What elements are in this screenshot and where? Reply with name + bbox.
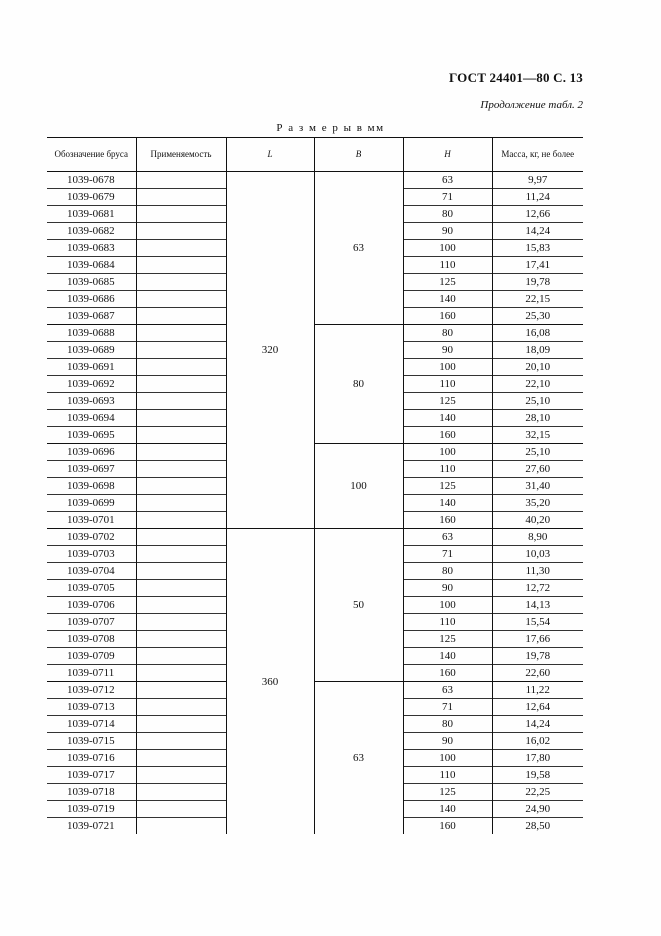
cell-b: 63	[314, 172, 403, 325]
cell-mass: 11,30	[492, 563, 583, 580]
cell-applicability	[136, 308, 226, 325]
cell-code: 1039-0701	[47, 512, 136, 529]
cell-mass: 17,41	[492, 257, 583, 274]
cell-applicability	[136, 597, 226, 614]
cell-applicability	[136, 529, 226, 546]
cell-h: 110	[403, 376, 492, 393]
cell-h: 140	[403, 801, 492, 818]
cell-h: 80	[403, 716, 492, 733]
cell-code: 1039-0681	[47, 206, 136, 223]
cell-applicability	[136, 733, 226, 750]
cell-code: 1039-0693	[47, 393, 136, 410]
cell-h: 63	[403, 529, 492, 546]
cell-mass: 28,50	[492, 818, 583, 835]
cell-applicability	[136, 376, 226, 393]
cell-code: 1039-0689	[47, 342, 136, 359]
cell-h: 125	[403, 784, 492, 801]
cell-code: 1039-0712	[47, 682, 136, 699]
cell-code: 1039-0698	[47, 478, 136, 495]
cell-mass: 15,54	[492, 614, 583, 631]
cell-h: 160	[403, 818, 492, 835]
column-header-applicability: Применяемость	[136, 138, 226, 172]
cell-code: 1039-0685	[47, 274, 136, 291]
cell-applicability	[136, 818, 226, 835]
cell-h: 63	[403, 682, 492, 699]
cell-code: 1039-0714	[47, 716, 136, 733]
cell-h: 100	[403, 359, 492, 376]
cell-applicability	[136, 257, 226, 274]
cell-applicability	[136, 240, 226, 257]
cell-b: 50	[314, 529, 403, 682]
cell-h: 100	[403, 597, 492, 614]
cell-applicability	[136, 563, 226, 580]
dimensions-table	[47, 137, 583, 834]
table-row	[47, 529, 583, 546]
cell-applicability	[136, 750, 226, 767]
cell-code: 1039-0709	[47, 648, 136, 665]
cell-mass: 9,97	[492, 172, 583, 189]
cell-h: 125	[403, 393, 492, 410]
cell-mass: 25,30	[492, 308, 583, 325]
table-header-row	[47, 138, 583, 172]
cell-code: 1039-0696	[47, 444, 136, 461]
cell-applicability	[136, 189, 226, 206]
cell-applicability	[136, 478, 226, 495]
cell-mass: 17,66	[492, 631, 583, 648]
cell-mass: 19,78	[492, 274, 583, 291]
cell-mass: 20,10	[492, 359, 583, 376]
cell-code: 1039-0695	[47, 427, 136, 444]
cell-code: 1039-0708	[47, 631, 136, 648]
cell-code: 1039-0686	[47, 291, 136, 308]
cell-mass: 8,90	[492, 529, 583, 546]
cell-applicability	[136, 291, 226, 308]
cell-code: 1039-0707	[47, 614, 136, 631]
cell-mass: 22,60	[492, 665, 583, 682]
cell-code: 1039-0684	[47, 257, 136, 274]
table-row	[47, 682, 583, 699]
cell-code: 1039-0688	[47, 325, 136, 342]
cell-h: 125	[403, 631, 492, 648]
cell-h: 110	[403, 461, 492, 478]
cell-applicability	[136, 631, 226, 648]
cell-mass: 18,09	[492, 342, 583, 359]
cell-mass: 22,25	[492, 784, 583, 801]
cell-b: 80	[314, 325, 403, 444]
cell-applicability	[136, 342, 226, 359]
cell-applicability	[136, 512, 226, 529]
cell-mass: 19,78	[492, 648, 583, 665]
cell-code: 1039-0697	[47, 461, 136, 478]
cell-code: 1039-0715	[47, 733, 136, 750]
cell-applicability	[136, 801, 226, 818]
cell-applicability	[136, 172, 226, 189]
column-header-code: Обозначение бруса	[47, 138, 136, 172]
cell-applicability	[136, 444, 226, 461]
cell-h: 71	[403, 699, 492, 716]
cell-applicability	[136, 359, 226, 376]
table-row	[47, 325, 583, 342]
cell-mass: 12,64	[492, 699, 583, 716]
cell-h: 80	[403, 325, 492, 342]
cell-code: 1039-0699	[47, 495, 136, 512]
cell-h: 140	[403, 410, 492, 427]
cell-h: 100	[403, 750, 492, 767]
cell-applicability	[136, 580, 226, 597]
column-header-mass: Масса, кг, не более	[492, 138, 583, 172]
table-continuation-label: Продолжение табл. 2	[480, 99, 583, 111]
cell-mass: 22,10	[492, 376, 583, 393]
cell-mass: 31,40	[492, 478, 583, 495]
cell-mass: 22,15	[492, 291, 583, 308]
cell-h: 140	[403, 648, 492, 665]
cell-l: 320	[226, 172, 314, 529]
cell-l: 360	[226, 529, 314, 835]
cell-applicability	[136, 665, 226, 682]
cell-mass: 14,24	[492, 223, 583, 240]
cell-mass: 16,02	[492, 733, 583, 750]
cell-h: 160	[403, 308, 492, 325]
cell-applicability	[136, 699, 226, 716]
cell-applicability	[136, 461, 226, 478]
cell-h: 71	[403, 189, 492, 206]
cell-code: 1039-0702	[47, 529, 136, 546]
cell-mass: 35,20	[492, 495, 583, 512]
cell-mass: 17,80	[492, 750, 583, 767]
cell-code: 1039-0713	[47, 699, 136, 716]
cell-mass: 24,90	[492, 801, 583, 818]
cell-mass: 25,10	[492, 393, 583, 410]
cell-mass: 27,60	[492, 461, 583, 478]
cell-code: 1039-0717	[47, 767, 136, 784]
cell-h: 63	[403, 172, 492, 189]
cell-mass: 25,10	[492, 444, 583, 461]
cell-code: 1039-0683	[47, 240, 136, 257]
cell-applicability	[136, 223, 226, 240]
cell-h: 110	[403, 257, 492, 274]
cell-h: 160	[403, 427, 492, 444]
cell-h: 90	[403, 733, 492, 750]
cell-mass: 14,24	[492, 716, 583, 733]
cell-h: 110	[403, 614, 492, 631]
cell-mass: 16,08	[492, 325, 583, 342]
cell-mass: 10,03	[492, 546, 583, 563]
cell-applicability	[136, 767, 226, 784]
cell-applicability	[136, 410, 226, 427]
cell-h: 160	[403, 665, 492, 682]
page-header: ГОСТ 24401—80 С. 13	[449, 70, 583, 85]
cell-h: 71	[403, 546, 492, 563]
cell-applicability	[136, 495, 226, 512]
cell-mass: 15,83	[492, 240, 583, 257]
units-caption: Р а з м е р ы в мм	[276, 122, 385, 134]
cell-code: 1039-0691	[47, 359, 136, 376]
cell-mass: 11,22	[492, 682, 583, 699]
cell-h: 100	[403, 240, 492, 257]
cell-h: 100	[403, 444, 492, 461]
cell-code: 1039-0682	[47, 223, 136, 240]
cell-h: 125	[403, 478, 492, 495]
cell-mass: 32,15	[492, 427, 583, 444]
cell-h: 110	[403, 767, 492, 784]
cell-code: 1039-0721	[47, 818, 136, 835]
cell-applicability	[136, 206, 226, 223]
column-header-b: B	[314, 138, 403, 172]
cell-applicability	[136, 393, 226, 410]
cell-code: 1039-0706	[47, 597, 136, 614]
cell-mass: 12,72	[492, 580, 583, 597]
cell-code: 1039-0694	[47, 410, 136, 427]
cell-h: 140	[403, 495, 492, 512]
table-row	[47, 172, 583, 189]
cell-mass: 19,58	[492, 767, 583, 784]
cell-applicability	[136, 325, 226, 342]
cell-applicability	[136, 682, 226, 699]
cell-code: 1039-0718	[47, 784, 136, 801]
cell-h: 90	[403, 223, 492, 240]
table-body	[47, 172, 583, 835]
cell-code: 1039-0705	[47, 580, 136, 597]
cell-h: 160	[403, 512, 492, 529]
cell-applicability	[136, 614, 226, 631]
cell-mass: 28,10	[492, 410, 583, 427]
cell-code: 1039-0716	[47, 750, 136, 767]
cell-h: 80	[403, 206, 492, 223]
cell-code: 1039-0704	[47, 563, 136, 580]
cell-h: 80	[403, 563, 492, 580]
cell-code: 1039-0719	[47, 801, 136, 818]
cell-code: 1039-0687	[47, 308, 136, 325]
cell-code: 1039-0711	[47, 665, 136, 682]
cell-code: 1039-0703	[47, 546, 136, 563]
cell-mass: 14,13	[492, 597, 583, 614]
column-header-l: L	[226, 138, 314, 172]
cell-b: 63	[314, 682, 403, 835]
cell-mass: 11,24	[492, 189, 583, 206]
cell-h: 140	[403, 291, 492, 308]
cell-applicability	[136, 274, 226, 291]
cell-h: 90	[403, 342, 492, 359]
column-header-h: H	[403, 138, 492, 172]
cell-code: 1039-0679	[47, 189, 136, 206]
cell-applicability	[136, 648, 226, 665]
cell-mass: 12,66	[492, 206, 583, 223]
cell-h: 90	[403, 580, 492, 597]
cell-applicability	[136, 427, 226, 444]
cell-applicability	[136, 716, 226, 733]
cell-applicability	[136, 546, 226, 563]
cell-applicability	[136, 784, 226, 801]
table-row	[47, 444, 583, 461]
cell-code: 1039-0692	[47, 376, 136, 393]
cell-mass: 40,20	[492, 512, 583, 529]
cell-h: 125	[403, 274, 492, 291]
cell-b: 100	[314, 444, 403, 529]
cell-code: 1039-0678	[47, 172, 136, 189]
